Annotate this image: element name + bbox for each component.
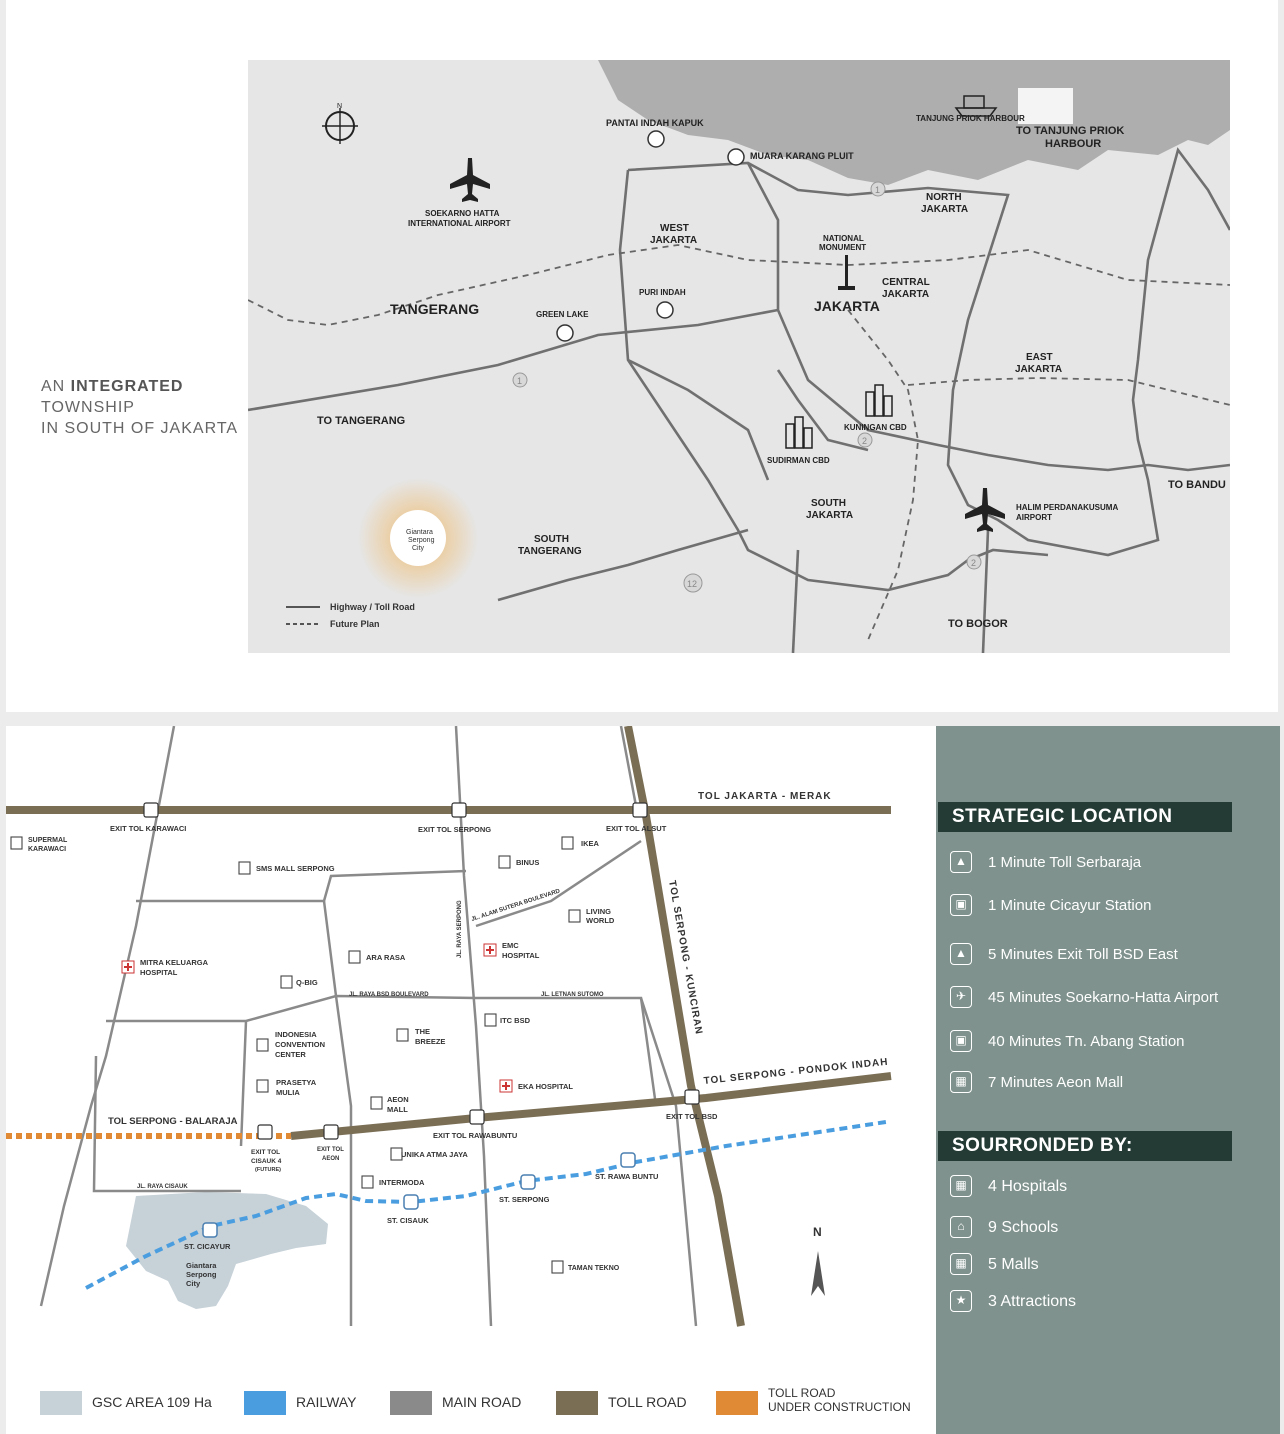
marker-muara: [728, 149, 744, 165]
label-itc: ITC BSD: [500, 1016, 530, 1025]
mall-icon: ▦: [950, 1071, 972, 1093]
poi-ikea-icon: [562, 837, 573, 849]
label-south-tangerang-2: TANGERANG: [518, 546, 582, 557]
poi-taman-icon: [552, 1261, 563, 1273]
poi-sms-icon: [239, 862, 250, 874]
label-letnan: JL. LETNAN SUTOMO: [541, 992, 604, 998]
label-priok: TANJUNG PRIOK HARBOUR: [916, 114, 1025, 123]
svg-text:N: N: [813, 1225, 822, 1239]
harbour-block: [1018, 88, 1073, 124]
toll-gate-karawaci: [144, 803, 158, 817]
label-exit-rawabuntu: EXIT TOL RAWABUNTU: [433, 1131, 518, 1140]
tagline-line3: IN SOUTH OF JAKARTA: [41, 420, 239, 437]
label-green-lake: GREEN LAKE: [536, 310, 589, 319]
mall-icon: ▦: [950, 1253, 972, 1275]
legend-main-road-label: MAIN ROAD: [442, 1394, 522, 1410]
label-bsd-blvd: JL. RAYA BSD BOULEVARD: [349, 992, 429, 998]
surrounded-item-label: 5 Malls: [988, 1256, 1039, 1273]
label-eka: EKA HOSPITAL: [518, 1082, 574, 1091]
label-st-cisauk: ST. CISAUK: [387, 1216, 429, 1225]
label-ice-1: INDONESIA: [275, 1030, 317, 1039]
tagline: [41, 376, 238, 439]
jakarta-overview-map: [248, 60, 1230, 653]
poi-supermal-icon: [11, 837, 22, 849]
legend-toll-road-label: TOLL ROAD: [608, 1394, 687, 1410]
label-exit-cisauk-3: (FUTURE): [255, 1167, 281, 1173]
surrounded-item-hospitals: [950, 1173, 1280, 1201]
svg-text:N: N: [337, 103, 343, 110]
toll-gate-alsut: [633, 803, 647, 817]
label-emc-2: HOSPITAL: [502, 951, 540, 960]
marker-pantai: [648, 131, 664, 147]
route-shield-12-label: 12: [687, 579, 698, 589]
label-aeon-1: AEON: [387, 1095, 409, 1104]
marker-puri: [657, 302, 673, 318]
label-exit-aeon-1: EXIT TOL: [317, 1147, 344, 1153]
label-breeze-1: THE: [415, 1027, 430, 1036]
label-living-1: LIVING: [586, 907, 612, 916]
label-intermoda: INTERMODA: [379, 1178, 425, 1187]
strategic-item-label: 1 Minute Cicayur Station: [988, 897, 1152, 914]
toll-gate-bsd: [685, 1090, 699, 1104]
label-binus: BINUS: [516, 858, 540, 867]
legend-future-label: Future Plan: [330, 619, 380, 629]
legend-main-road-swatch: [390, 1391, 432, 1415]
label-south-tangerang-1: SOUTH: [534, 534, 569, 545]
legend-railway-label: RAILWAY: [296, 1394, 357, 1410]
label-tol-merak: TOL JAKARTA - MERAK: [698, 791, 832, 802]
label-ara: ARA RASA: [366, 953, 406, 962]
label-gsc-2: Serpong: [186, 1270, 217, 1279]
label-jakarta: JAKARTA: [814, 298, 880, 314]
label-pantai: PANTAI INDAH KAPUK: [606, 118, 704, 128]
label-tol-balaraja: TOL SERPONG - BALARAJA: [108, 1116, 238, 1127]
main-road-block-d: [241, 1021, 246, 1146]
label-raya-serpong: JL. RAYA SERPONG: [457, 900, 463, 958]
label-ice-3: CENTER: [275, 1050, 306, 1059]
tagline-bold: INTEGRATED: [70, 378, 184, 395]
strategic-item-cicayur: [950, 892, 1280, 920]
label-to-bandung: TO BANDU: [1168, 479, 1226, 491]
legend-toll-road-swatch: [556, 1391, 598, 1415]
strategic-item-abang: [950, 1028, 1280, 1056]
attraction-icon: ★: [950, 1290, 972, 1312]
label-exit-cisauk-1: EXIT TOL: [251, 1149, 281, 1156]
serpong-detail-map: [6, 726, 936, 1376]
label-exit-aeon-2: AEON: [322, 1156, 340, 1162]
route-shield-1-label: 1: [875, 185, 881, 195]
poi-qbig-icon: [281, 976, 292, 988]
toll-gate-icons: [144, 803, 699, 1139]
label-airport-2: INTERNATIONAL AIRPORT: [408, 219, 511, 228]
label-ikea: IKEA: [581, 839, 599, 848]
gsc-label-2: Serpong: [408, 537, 435, 544]
label-emc-1: EMC: [502, 941, 519, 950]
label-exit-karawaci: EXIT TOL KARAWACI: [110, 824, 187, 833]
label-exit-alsut: EXIT TOL ALSUT: [606, 824, 667, 833]
label-east-2: JAKARTA: [1015, 364, 1063, 375]
label-monument-1: NATIONAL: [823, 234, 864, 243]
toll-gate-aeon: [324, 1125, 338, 1139]
label-sms: SMS MALL SERPONG: [256, 864, 335, 873]
label-tangerang: TANGERANG: [390, 301, 480, 317]
label-central-1: CENTRAL: [882, 277, 930, 288]
surrounded-item-schools: [950, 1214, 1280, 1242]
label-supermal-2: KARAWACI: [28, 846, 67, 853]
label-exit-cisauk-2: CISAUK 4: [251, 1158, 282, 1165]
label-gsc-3: City: [186, 1279, 201, 1288]
label-central-2: JAKARTA: [882, 289, 930, 300]
strategic-item-label: 5 Minutes Exit Toll BSD East: [988, 946, 1178, 963]
strategic-item-label: 1 Minute Toll Serbaraja: [988, 854, 1142, 871]
label-alam-sutera: JL. ALAM SUTERA BOULEVARD: [470, 888, 561, 923]
label-to-priok-2: HARBOUR: [1045, 138, 1102, 150]
surrounded-item-label: 4 Hospitals: [988, 1178, 1068, 1195]
label-exit-bsd: EXIT TOL BSD: [666, 1112, 718, 1121]
school-icon: ⌂: [950, 1216, 972, 1238]
strategic-item-label: 40 Minutes Tn. Abang Station: [988, 1033, 1185, 1050]
label-exit-serpong: EXIT TOL SERPONG: [418, 825, 492, 834]
surrounded-by-title: SOURRONDED BY:: [938, 1131, 1232, 1161]
surrounded-item-malls: [950, 1251, 1280, 1279]
marker-green-lake: [557, 325, 573, 341]
label-taman: TAMAN TEKNO: [568, 1265, 620, 1272]
poi-intermoda-icon: [362, 1176, 373, 1188]
legend-toll-construction-line2: UNDER CONSTRUCTION: [768, 1400, 911, 1414]
label-to-bogor: TO BOGOR: [948, 618, 1008, 630]
poi-ara-icon: [349, 951, 360, 963]
legend-toll-construction-line1: TOLL ROAD: [768, 1386, 836, 1400]
strategic-item-label: 7 Minutes Aeon Mall: [988, 1074, 1124, 1091]
tagline-line2: TOWNSHIP: [41, 399, 135, 416]
surrounded-item-attractions: [950, 1288, 1280, 1316]
main-road-block-c: [106, 996, 656, 1106]
label-st-rawa: ST. RAWA BUNTU: [595, 1172, 659, 1181]
legend-toll-construction-label: [768, 1386, 911, 1414]
label-mitra-1: MITRA KELUARGA: [140, 958, 209, 967]
train-icon: ▣: [950, 894, 972, 916]
route-shield-1b-label: 1: [517, 376, 523, 386]
strategic-item-label: 45 Minutes Soekarno-Hatta Airport: [988, 989, 1219, 1006]
label-cisauk-rd: JL. RAYA CISAUK: [137, 1184, 188, 1190]
label-monument-2: MONUMENT: [819, 243, 867, 252]
tagline-prefix: AN: [41, 378, 71, 395]
surrounded-item-label: 9 Schools: [988, 1219, 1059, 1236]
label-south-2: JAKARTA: [806, 510, 854, 521]
route-shield-2a-label: 2: [862, 436, 868, 446]
label-halim-2: AIRPORT: [1016, 513, 1052, 522]
label-prasetya-2: MULIA: [276, 1088, 300, 1097]
poi-itc-icon: [485, 1014, 496, 1026]
label-west-1: WEST: [660, 223, 689, 234]
strategic-item-airport: [950, 984, 1280, 1012]
strategic-location-title: STRATEGIC LOCATION: [938, 802, 1232, 832]
label-muara: MUARA KARANG PLUIT: [750, 151, 854, 161]
label-st-serpong: ST. SERPONG: [499, 1195, 550, 1204]
strategic-item-bsd: [950, 941, 1280, 969]
station-cisauk-icon: [404, 1195, 418, 1209]
poi-prasetya-icon: [257, 1080, 268, 1092]
strategic-item-toll: [950, 849, 1280, 877]
strategic-item-aeon: [950, 1069, 1280, 1097]
toll-icon: ▲: [950, 851, 972, 873]
legend-gsc-label: GSC AREA 109 Ha: [92, 1394, 212, 1410]
route-shield-2b-label: 2: [971, 558, 977, 568]
label-st-cicayur: ST. CICAYUR: [184, 1242, 231, 1251]
label-mitra-2: HOSPITAL: [140, 968, 178, 977]
poi-living-icon: [569, 910, 580, 922]
label-tol-pondok: TOL SERPONG - PONDOK INDAH: [703, 1056, 889, 1087]
legend-railway-swatch: [244, 1391, 286, 1415]
label-east-1: EAST: [1026, 352, 1053, 363]
poi-binus-icon: [499, 856, 510, 868]
legend-highway-label: Highway / Toll Road: [330, 602, 415, 612]
toll-gate-cisauk: [258, 1125, 272, 1139]
label-aeon-2: MALL: [387, 1105, 408, 1114]
label-to-tangerang: TO TANGERANG: [317, 415, 406, 427]
label-west-2: JAKARTA: [650, 235, 698, 246]
label-supermal-1: SUPERMAL: [28, 837, 68, 844]
toll-gate-rawabuntu: [470, 1110, 484, 1124]
north-arrow-icon: [811, 1225, 825, 1296]
poi-breeze-icon: [397, 1029, 408, 1041]
station-cicayur-icon: [203, 1223, 217, 1237]
location-sidebar: [936, 726, 1280, 1434]
gsc-label-1: Giantara: [406, 529, 433, 536]
gsc-label-3: City: [412, 545, 425, 552]
label-south-1: SOUTH: [811, 498, 846, 509]
label-to-priok-1: TO TANJUNG PRIOK: [1016, 125, 1125, 137]
label-qbig: Q-BIG: [296, 978, 318, 987]
label-prasetya-1: PRASETYA: [276, 1078, 317, 1087]
label-north-1: NORTH: [926, 192, 962, 203]
label-tol-kunciran: TOL SERPONG - KUNCIRAN: [666, 879, 705, 1036]
main-road-block-b: [324, 901, 351, 1326]
surrounded-item-label: 3 Attractions: [988, 1293, 1077, 1310]
label-airport-1: SOEKARNO HATTA: [425, 209, 500, 218]
airplane-icon: ✈: [950, 986, 972, 1008]
label-puri: PURI INDAH: [639, 288, 686, 297]
label-halim-1: HALIM PERDANAKUSUMA: [1016, 503, 1119, 512]
label-sudirman: SUDIRMAN CBD: [767, 456, 830, 465]
label-gsc-1: Giantara: [186, 1261, 217, 1270]
toll-gate-serpong: [452, 803, 466, 817]
train-icon: ▣: [950, 1030, 972, 1052]
label-living-2: WORLD: [586, 916, 615, 925]
poi-aeon-icon: [371, 1097, 382, 1109]
poi-ice-icon: [257, 1039, 268, 1051]
toll-icon: ▲: [950, 943, 972, 965]
hospital-icon: ▦: [950, 1175, 972, 1197]
label-ice-2: CONVENTION: [275, 1040, 326, 1049]
legend-toll-construction-swatch: [716, 1391, 758, 1415]
station-rawa-buntu-icon: [621, 1153, 635, 1167]
label-kuningan: KUNINGAN CBD: [844, 423, 907, 432]
legend-gsc-swatch: [40, 1391, 82, 1415]
label-unika: UNIKA ATMA JAYA: [401, 1150, 468, 1159]
label-breeze-2: BREEZE: [415, 1037, 446, 1046]
main-road-block-a: [136, 871, 466, 901]
label-north-2: JAKARTA: [921, 204, 969, 215]
station-serpong-icon: [521, 1175, 535, 1189]
